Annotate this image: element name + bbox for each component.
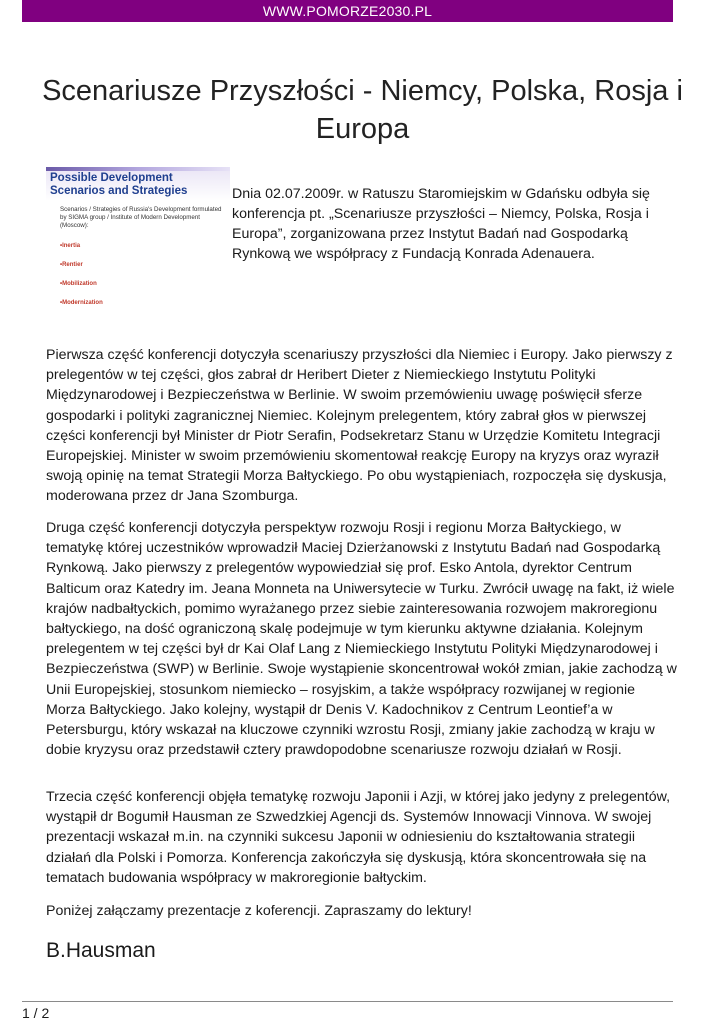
footer-divider [22,1001,673,1002]
image-list-item: •Rentier [60,262,83,268]
body-paragraph: Pierwsza część konferencji dotyczyła scenariuszy przyszłości dla Niemiec i Europy. Jako pierwszy z prelegentów w tej części, głos zabrał dr Heribert Dieter z Niemieckiego Instytutu Polityki Międzynarodowej i Bezpieczeństwa w Berlinie. W swoim przemówieniu uwagę poświęcił sferze gospodarki i polityki zagranicznej Niemiec. Kolejnym prelegentem, który zabrał głos w pierwszej części konferencji był Minister dr Piotr Serafin, Podsekretarz Stanu w Urzędzie Komitetu Integracji Europejskiej. Minister w swoim przemówieniu skomentował reakcję Europy na kryzys oraz wyraził swoją opinię na temat Strategii Morza Bałtyckiego. Po obu wystąpieniach, rozpoczęła się dyskusja, moderowana przez dr Jana Szomburga. [46,347,673,505]
image-list-item: •Mobilization [60,281,97,287]
author-signature: B.Hausman [46,939,156,962]
image-list-item: •Inertia [60,243,81,249]
intro-paragraph: Dnia 02.07.2009r. w Ratuszu Staromiejskim w Gdańsku odbyła się konferencja pt. „Scenariusze przyszłości – Niemcy, Polska, Rosja i Europa”, zorganizowana przez Instytut Badań nad Gospodarką Rynkową we współpracy z Fundacją Konrada Adenauera. [232,186,650,262]
body-paragraph: Poniżej załączamy prezentacje z koferencji. Zapraszamy do lektury! [46,903,472,919]
image-list [60,243,220,305]
image-title: Possible Development Scenarios and Strategies [50,172,188,197]
page-title: Scenariusze Przyszłości - Niemcy, Polska, Rosja i Europa [42,75,683,145]
image-list-item: •Modernization [60,300,103,305]
image-subtitle: Scenarios / Strategies of Russia's Development formulated by SIGMA group / Institute of Modern Development (Moscow): [60,206,222,229]
image-accent-bar [46,167,230,171]
site-url-banner: WWW.POMORZE2030.PL [22,0,673,22]
body-paragraph: Trzecia część konferencji objęła tematykę rozwoju Japonii i Azji, w której jako jedyny z prelegentów, wystąpił dr Bogumił Hausman ze Szwedzkiej Agencji ds. Systemów Innowacji Vinnova. W swojej prezentacji wskazał m.in. na czynniki sukcesu Japonii w odniesieniu do kształtowania strategii działań dla Polski i Pomorza. Konferencja zakończyła się dyskusją, która skoncentrowała się na tematach budowania współpracy w makroregionie bałtyckim. [46,789,671,886]
article-image [46,167,230,305]
body-paragraph: Druga część konferencji dotyczyła perspektyw rozwoju Rosji i regionu Morza Bałtyckiego, w tematykę której uczestników wprowadził Maciej Dzierżanowski z Instytutu Badań nad Gospodarką Rynkową. Jako pierwszy z prelegentów wypowiedział się prof. Esko Antola, dyrektor Centrum Balticum oraz Katedry im. Jeana Monneta na Uniwersytecie w Turku. Zwrócił uwagę na fakt, iż wiele krajów nadbałtyckich, pomimo wyrażanego przez siebie zainteresowania rozwojem makroregionu bałtyckiego, na dość ograniczoną skalę podejmuje w tym kierunku aktywne działania. Kolejnym prelegentem w tej części był dr Kai Olaf Lang z Niemieckiego Instytutu Polityki Międzynarodowej i Bezpieczeństwa (SWP) w Berlinie. Swoje wystąpienie skoncentrował wokół zmian, jakie zachodzą w Unii Europejskiej, stosunkom niemiecko – rosyjskim, a także współpracy rozwijanej w regionie Morza Bałtyckiego. Jako kolejny, wystąpił dr Denis V. Kadochnikov z Centrum Leontief’a w Petersburgu, który wskazał na kluczowe czynniki wzrostu Rosji, zmiany jakie zachodzą w kraju w dobie kryzysu oraz przedstawił cztery prawdopodobne scenariusze rozwoju działań w Rosji. [46,520,677,759]
page-number: 1 / 2 [22,1005,50,1021]
